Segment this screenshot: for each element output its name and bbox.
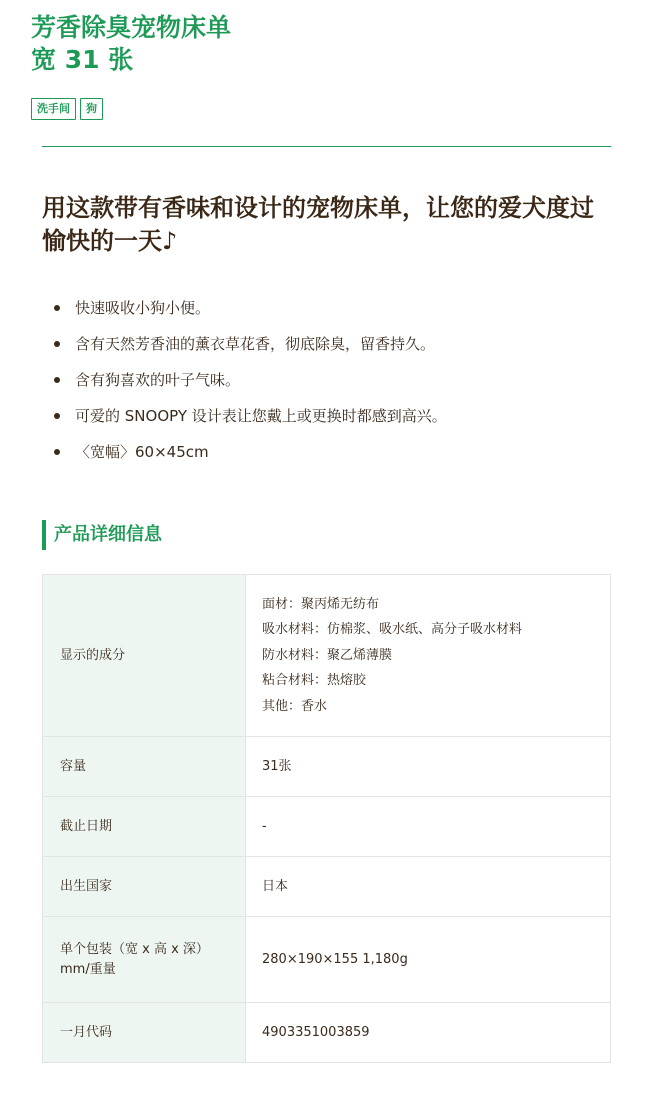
capacity-label: 容量 <box>43 737 246 797</box>
product-title-line2: 宽 31 张 <box>31 45 134 74</box>
feature-text: 可爱的 SNOOPY 设计表让您戴上或更换时都感到高兴。 <box>75 407 447 425</box>
feature-text: 快速吸收小狗小便。 <box>75 299 211 317</box>
feature-item <box>42 290 447 326</box>
composition-line: 面材：聚丙烯无纺布 <box>262 596 380 612</box>
feature-item <box>42 398 447 434</box>
composition-label: 显示的成分 <box>43 575 246 737</box>
table-row <box>43 1003 611 1063</box>
feature-item <box>42 362 447 398</box>
feature-list <box>42 290 447 470</box>
product-headline: 用这款带有香味和设计的宠物床单，让您的爱犬度过愉快的一天♪ <box>42 194 594 255</box>
expiry-label: 截止日期 <box>43 797 246 857</box>
product-title <box>31 12 331 76</box>
expiry-value: - <box>246 797 611 857</box>
jan-label: 一月代码 <box>43 1003 246 1063</box>
table-row <box>43 737 611 797</box>
table-row <box>43 917 611 1003</box>
bullet-icon <box>54 305 60 311</box>
bullet-icon <box>54 377 60 383</box>
feature-item <box>42 326 447 362</box>
package-label: 单个包装（宽 x 高 x 深）mm/重量 <box>43 917 246 1003</box>
bullet-icon <box>54 413 60 419</box>
composition-line: 其他：香水 <box>262 698 328 714</box>
composition-line: 粘合材料：热熔胶 <box>262 673 367 689</box>
category-tags <box>31 98 103 120</box>
feature-text: 含有天然芳香油的薰衣草花香，彻底除臭，留香持久。 <box>75 335 436 353</box>
composition-line: 防水材料：聚乙烯薄膜 <box>262 647 393 663</box>
table-row <box>43 857 611 917</box>
composition-line: 吸水材料：仿棉浆、吸水纸、高分子吸水材料 <box>262 622 523 638</box>
capacity-value: 31张 <box>246 737 611 797</box>
table-row <box>43 575 611 737</box>
details-section-title: 产品详细信息 <box>42 520 162 550</box>
feature-item <box>42 434 447 470</box>
bullet-icon <box>54 341 60 347</box>
tag-dog[interactable]: 狗 <box>80 98 103 120</box>
tag-toilet[interactable]: 洗手间 <box>31 98 76 120</box>
title-divider <box>42 146 611 147</box>
table-row <box>43 797 611 857</box>
composition-value <box>246 575 611 737</box>
package-value: 280×190×155 1,180g <box>246 917 611 1003</box>
origin-label: 出生国家 <box>43 857 246 917</box>
product-title-line1: 芳香除臭宠物床单 <box>31 13 232 42</box>
bullet-icon <box>54 449 60 455</box>
feature-text: 〈宽幅〉60×45cm <box>75 443 209 461</box>
jan-value: 4903351003859 <box>246 1003 611 1063</box>
origin-value: 日本 <box>246 857 611 917</box>
product-details-table <box>42 574 611 1063</box>
feature-text: 含有狗喜欢的叶子气味。 <box>75 371 241 389</box>
